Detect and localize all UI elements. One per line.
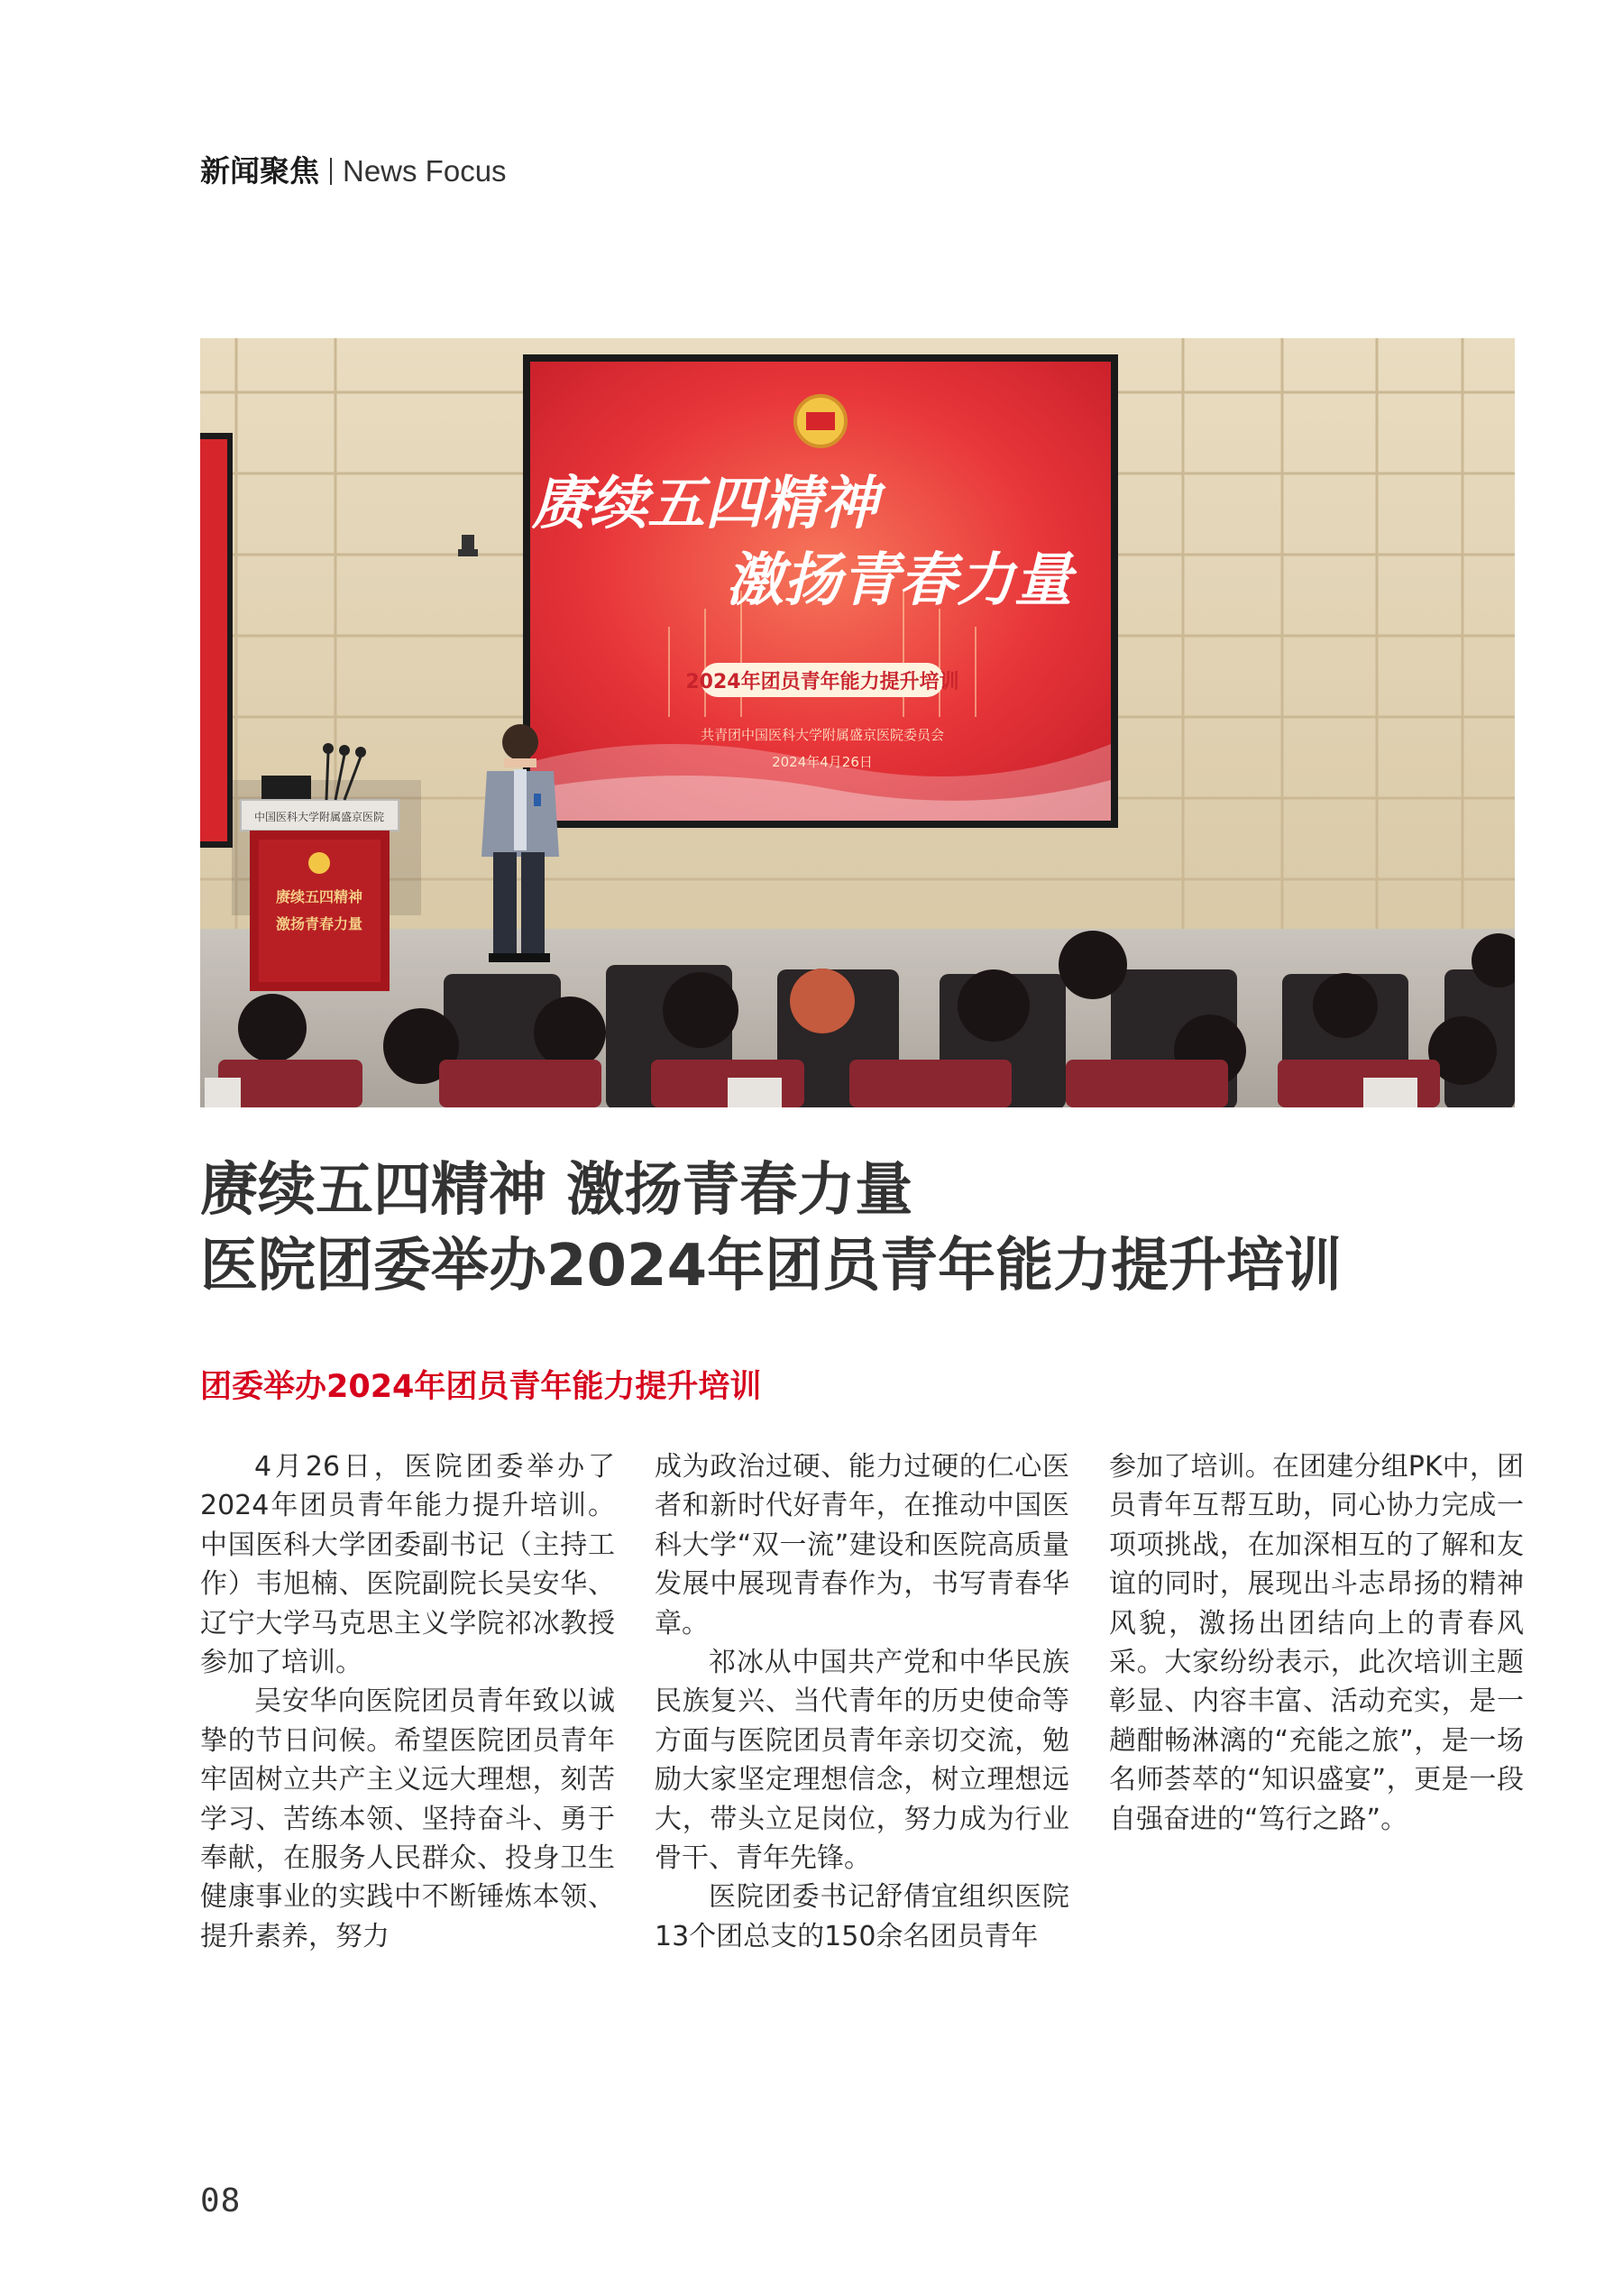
body-column-2 xyxy=(655,1447,1069,1956)
screen-banner: 2024年团员青年能力提升培训 xyxy=(685,671,959,693)
article-subtitle: 团委举办2024年团员青年能力提升培训 xyxy=(200,1369,762,1405)
paragraph-4-part-2: 参加了培训。在团建分组PK中，团员青年互帮互助，同心协力完成一项项挑战，在加深相互的了解和友谊的同时，展现出斗志昂扬的精神风貌，激扬出团结向上的青春风采。大家纷纷表示，此次培训主题彰显、内容丰富、活动充实，是一趟酣畅淋漓的“充能之旅”，是一场名师荟萃的“知识盛宴”，更是一段自强奋进的“笃行之路”。 xyxy=(1109,1451,1524,1835)
podium-hospital-name: 中国医科大学附属盛京医院 xyxy=(253,811,385,823)
paragraph-4-part-1: 医院团委书记舒倩宜组织医院13个团总支的150余名团员青年 xyxy=(655,1881,1069,1952)
body-column-3 xyxy=(1109,1447,1524,1839)
screen-slogan-line2: 激扬青春力量 xyxy=(726,546,1072,614)
paragraph-2-part-2: 成为政治过硬、能力过硬的仁心医者和新时代好青年，在推动中国医科大学“双一流”建设和医院高质量发展中展现青春作为，书写青春华章。 xyxy=(655,1451,1069,1639)
screen-slogan-line1: 赓续五四精神 xyxy=(532,470,878,537)
title-line-1: 赓续五四精神 激扬青春力量 xyxy=(200,1157,913,1224)
podium-slogan-line1: 赓续五四精神 xyxy=(275,888,363,905)
event-photo xyxy=(200,338,1515,1107)
section-header xyxy=(200,152,507,191)
paragraph-3: 祁冰从中国共产党和中华民族民族复兴、当代青年的历史使命等方面与医院团员青年亲切交流，勉励大家坚定理想信念，树立理想远大，带头立足岗位，努力成为行业骨干、青年先锋。 xyxy=(655,1647,1069,1875)
title-line-2: 医院团委举办2024年团员青年能力提升培训 xyxy=(200,1233,1343,1300)
paragraph-1: 4月26日，医院团委举办了2024年团员青年能力提升培训。中国医科大学团委副书记（主持工作）韦旭楠、医院副院长吴安华、辽宁大学马克思主义学院祁冰教授参加了培训。 xyxy=(200,1451,615,1679)
paragraph-2-part-1: 吴安华向医院团员青年致以诚挚的节日问候。希望医院团员青年牢固树立共产主义远大理想，刻苦学习、苦练本领、坚持奋斗、勇于奉献，在服务人民群众、投身卫生健康事业的实践中不断锤炼本领、提升素养，努力 xyxy=(200,1685,615,1952)
screen-date: 2024年4月26日 xyxy=(772,754,873,770)
screen-organizer: 共青团中国医科大学附属盛京医院委员会 xyxy=(700,727,945,743)
body-column-1 xyxy=(200,1447,615,1956)
podium-slogan-line2: 激扬青春力量 xyxy=(275,915,363,932)
section-name-cn: 新闻聚焦 xyxy=(200,153,319,188)
section-name-en: News Focus xyxy=(343,154,507,188)
page-number: 08 xyxy=(200,2182,242,2219)
header-divider xyxy=(330,158,332,185)
article-title xyxy=(200,1153,1515,1304)
